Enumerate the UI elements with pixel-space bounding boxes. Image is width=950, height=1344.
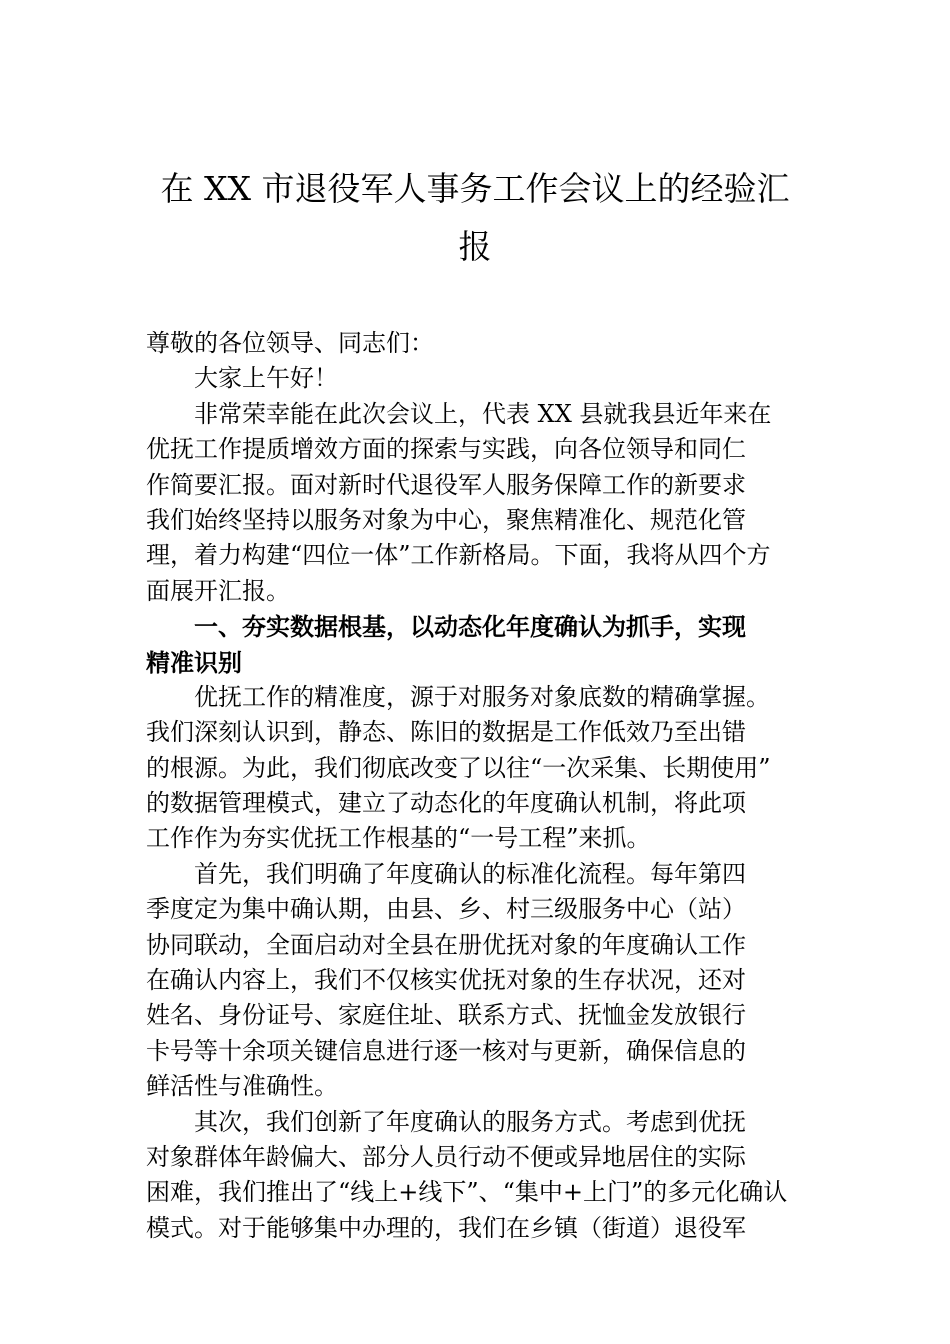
paragraph-line: 鲜活性与准确性。 [146,1072,338,1101]
section-heading-line: 精准识别 [146,647,242,677]
paragraph-line: 我们始终坚持以服务对象为中心，聚焦精准化、规范化管 [146,505,746,534]
paragraph-line: 优抚工作的精准度，源于对服务对象底数的精确掌握。 [194,682,770,711]
document-body [146,326,846,1246]
paragraph-line: 的根源。为此，我们彻底改变了以往“一次采集、长期使用” [146,753,771,782]
paragraph-line: 尊敬的各位领导、同志们： [146,329,434,357]
paragraph-line: 作简要汇报。面对新时代退役军人服务保障工作的新要求 [146,470,746,499]
section-heading-line: 一、夯实数据根基，以动态化年度确认为抓手，实现 [194,612,746,642]
paragraph-line: 在确认内容上，我们不仅核实优抚对象的生存状况，还对 [146,966,746,995]
paragraph-line: 季度定为集中确认期，由县、乡、村三级服务中心（站） [146,895,746,924]
paragraph-line: 卡号等十余项关键信息进行逐一核对与更新，确保信息的 [146,1036,746,1065]
paragraph-line: 首先，我们明确了年度确认的标准化流程。每年第四 [194,859,746,888]
paragraph-line: 我们深刻认识到，静态、陈旧的数据是工作低效乃至出错 [146,718,746,747]
document-title [120,160,830,276]
title-line: 在 XX 市退役军人事务工作会议上的经验汇 [160,169,790,208]
paragraph-line: 非常荣幸能在此次会议上，代表 XX 县就我县近年来在 [194,399,772,428]
paragraph-line: 协同联动，全面启动对全县在册优抚对象的年度确认工作 [146,930,746,959]
paragraph-line: 的数据管理模式，建立了动态化的年度确认机制，将此项 [146,789,746,818]
paragraph-line: 模式。对于能够集中办理的，我们在乡镇（街道）退役军 [146,1213,746,1242]
paragraph-line: 大家上午好！ [194,364,338,393]
title-line: 报 [458,227,492,266]
paragraph-line: 面展开汇报。 [146,576,290,605]
paragraph-line: 其次，我们创新了年度确认的服务方式。考虑到优抚 [194,1107,746,1136]
paragraph-line: 困难，我们推出了“线上+线下”、“集中+上门”的多元化确认 [146,1178,788,1207]
paragraph-line: 工作作为夯实优抚工作根基的“一号工程”来抓。 [146,824,651,853]
paragraph-line: 对象群体年龄偏大、部分人员行动不便或异地居住的实际 [146,1142,746,1171]
paragraph-line: 姓名、身份证号、家庭住址、联系方式、抚恤金发放银行 [146,1001,746,1030]
paragraph-line: 优抚工作提质增效方面的探索与实践，向各位领导和同仁 [146,435,746,464]
paragraph-line: 理，着力构建“四位一体”工作新格局。下面，我将从四个方 [146,541,771,570]
